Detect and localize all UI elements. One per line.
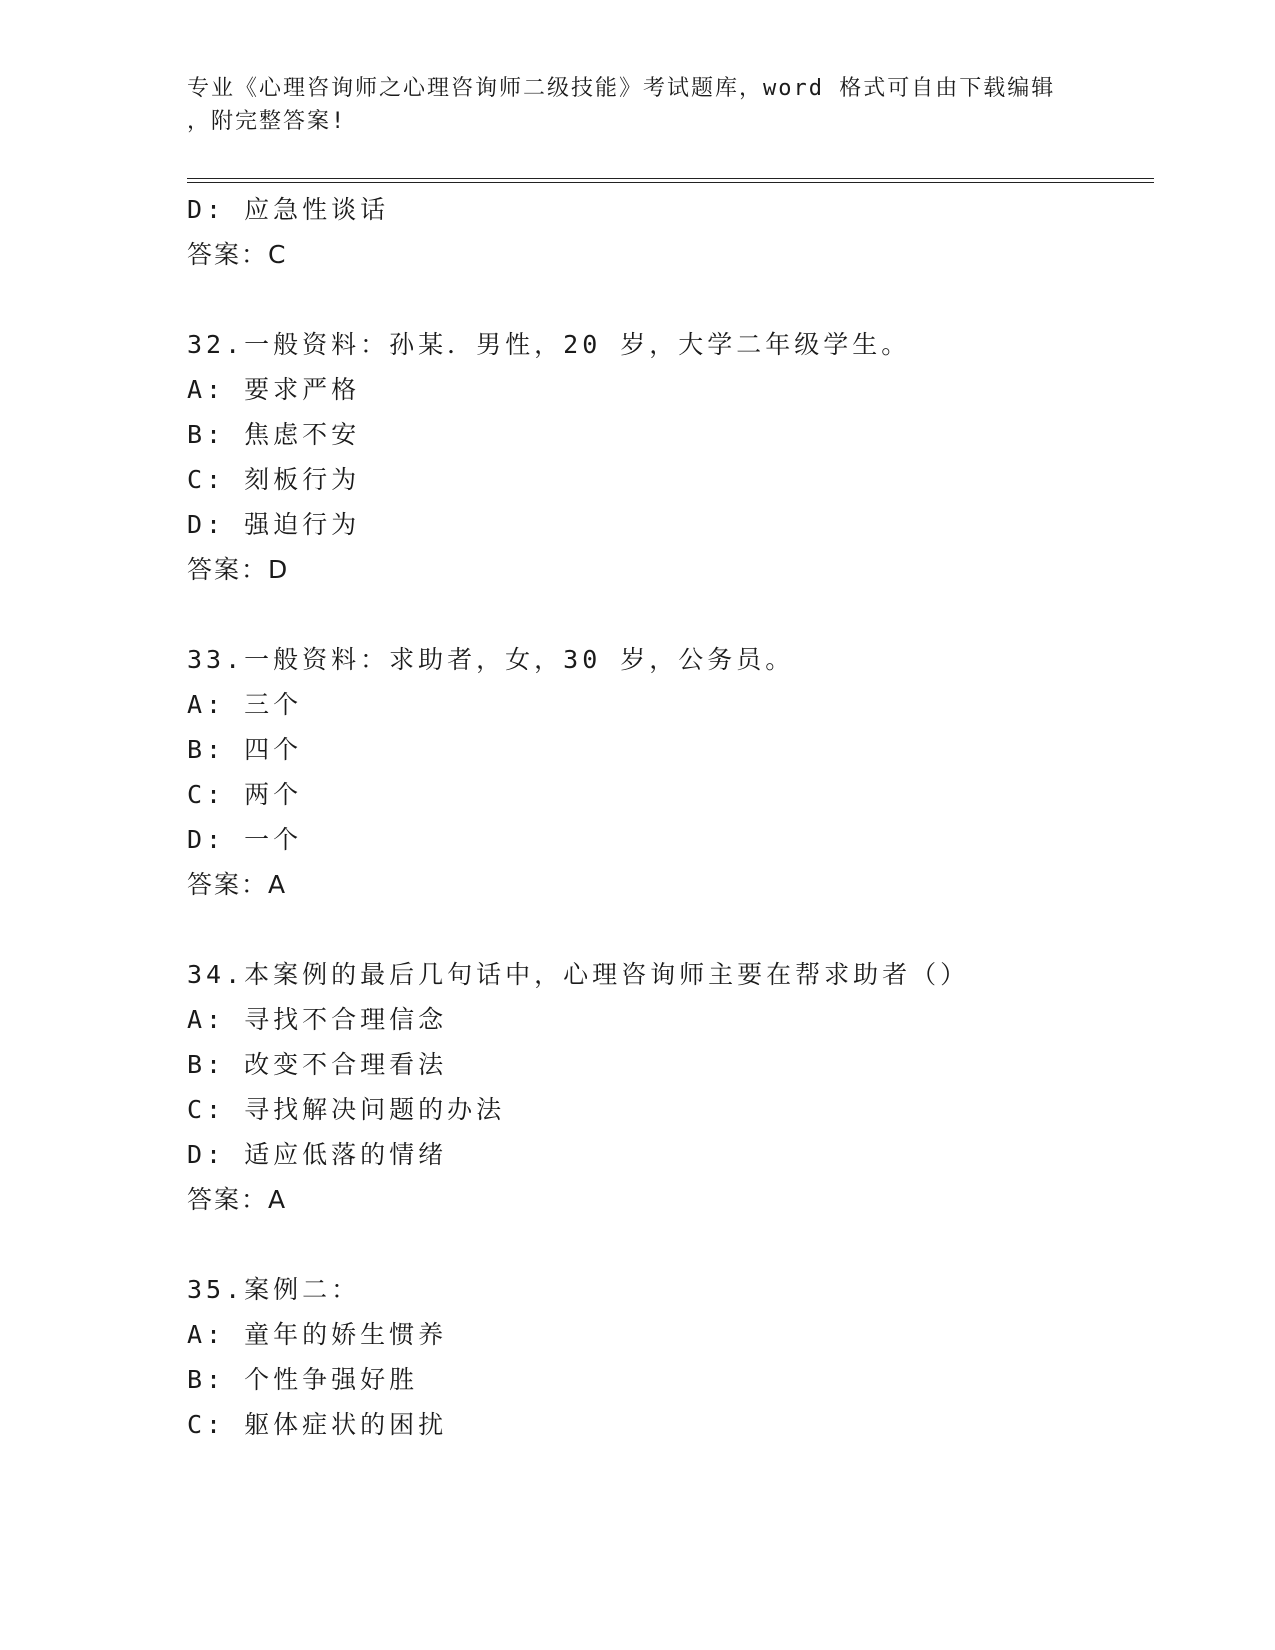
question-35-stem: 35.案例二： (187, 1275, 361, 1304)
question-33-stem: 33.一般资料：求助者，女，30 岁，公务员。 (187, 645, 795, 674)
document-header (187, 72, 1087, 138)
question-33-option-d: D: 一个 (187, 825, 303, 854)
question-34-answer: 答案：A (187, 1185, 288, 1214)
question-32-option-d: D: 强迫行为 (187, 510, 361, 539)
question-32-option-b: B: 焦虑不安 (187, 420, 361, 449)
question-33-option-a: A: 三个 (187, 690, 303, 719)
question-33-option-c: C: 两个 (187, 780, 303, 809)
question-34-stem: 34.本案例的最后几句话中，心理咨询师主要在帮求助者（） (187, 960, 970, 989)
option-d-q31: D: 应急性谈话 (187, 195, 390, 224)
question-32-answer: 答案：D (187, 555, 290, 584)
question-34-option-d: D: 适应低落的情绪 (187, 1140, 448, 1169)
header-divider-bottom (187, 182, 1154, 183)
question-35-option-a: A: 童年的娇生惯养 (187, 1320, 448, 1349)
question-35-option-c: C: 躯体症状的困扰 (187, 1410, 448, 1439)
question-34-option-b: B: 改变不合理看法 (187, 1050, 448, 1079)
header-divider-top (187, 178, 1154, 179)
question-33-answer: 答案：A (187, 870, 288, 899)
question-34-option-c: C: 寻找解决问题的办法 (187, 1095, 506, 1124)
question-35-option-b: B: 个性争强好胜 (187, 1365, 419, 1394)
answer-q31: 答案：C (187, 240, 288, 269)
header-line-1: 专业《心理咨询师之心理咨询师二级技能》考试题库，word 格式可自由下载编辑 (187, 76, 1056, 101)
question-34-option-a: A: 寻找不合理信念 (187, 1005, 448, 1034)
question-32-stem: 32.一般资料：孙某．男性，20 岁，大学二年级学生。 (187, 330, 911, 359)
question-32-option-a: A: 要求严格 (187, 375, 361, 404)
question-32-option-c: C: 刻板行为 (187, 465, 361, 494)
question-33-option-b: B: 四个 (187, 735, 303, 764)
header-line-2: ，附完整答案! (187, 109, 347, 134)
